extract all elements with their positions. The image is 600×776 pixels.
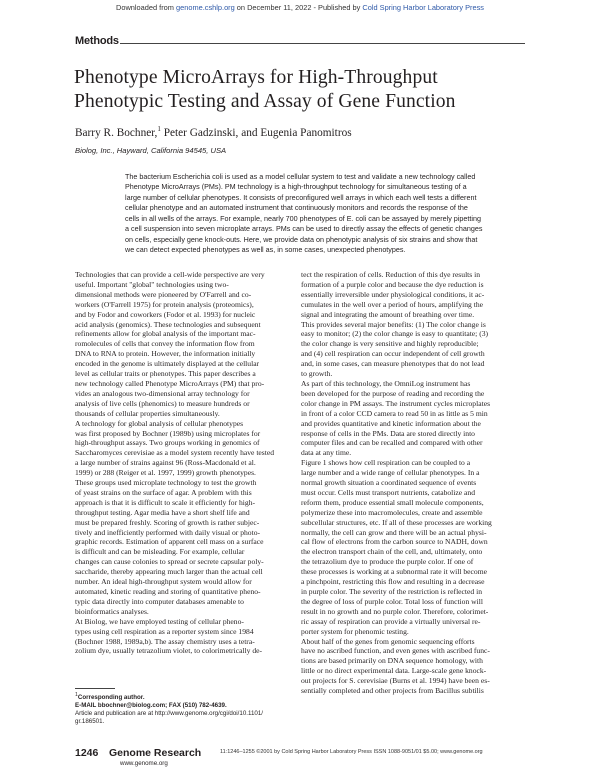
- body-text-line: was first proposed by Bochner (1989b) using microplates for: [75, 428, 261, 438]
- download-middle: on December 11, 2022 - Published by: [234, 3, 363, 12]
- body-text-line: As part of this technology, the OmniLog instrument has: [301, 378, 471, 388]
- right-column: [301, 270, 529, 696]
- body-text-line: the degree of loss of purple color. Total loss of function will: [301, 596, 483, 606]
- body-text-line: reform them, produce essential small molecule components,: [301, 497, 484, 507]
- body-text-line: types using cell respiration as a reporter system since 1984: [75, 626, 254, 636]
- body-text-line: zolium dye, usually tetrazolium violet, to colorimetrically de-: [75, 646, 263, 656]
- author-footnote-mark: 1: [157, 125, 161, 133]
- body-text-line: approach is that it is difficult to scale it efficiently for high-: [75, 497, 256, 507]
- body-text-line: large number and a wide range of cellular phenotypes. In a: [301, 468, 480, 478]
- body-text-line: signal and integrating the amount of breathing over time.: [301, 309, 475, 319]
- body-text-line: a pinchpoint, restricting this flow and resulting in a decrease: [301, 577, 485, 587]
- body-text-line: graphic records. Estimation of apparent cell mass on a surface: [75, 537, 264, 547]
- body-text-line: tions are based primarily on DNA sequence homology, with: [301, 656, 483, 666]
- body-text-line: 1999) or 288 (Reiger et al. 1997, 1999) growth phenotypes.: [75, 468, 256, 478]
- body-text-line: the tetrazolium dye to produce the purple color. If one of: [301, 557, 474, 567]
- body-text-line: vides an analogous two-dimensional array technology for: [75, 388, 250, 398]
- body-text-line: these processes is working at a subnormal rate it will become: [301, 567, 487, 577]
- body-text-line: porter system for phenomic testing.: [301, 626, 409, 636]
- body-text-line: response of cells in the PMs. Data are stored directly into: [301, 428, 475, 438]
- body-text-line: level as cellular traits or phenotypes. This paper describes a: [75, 369, 256, 379]
- abstract-line: The bacterium Escherichia coli is used as a model cellular system to test and validate a new technology called: [125, 172, 476, 181]
- body-text-line: This provides several major benefits: (1) The color change is: [301, 319, 486, 329]
- journal-url[interactable]: www.genome.org: [120, 760, 168, 767]
- body-text-line: in front of a color CCD camera to read 50 in as little as 5 min: [301, 408, 488, 418]
- body-text-line: is difficult and can be misleading. For example, cellular: [75, 547, 245, 557]
- article-title: [74, 66, 544, 114]
- body-text-line: About half of the genes from genomic sequencing efforts: [301, 636, 475, 646]
- body-text-line: sentially completed and other projects from Bacillus subtilis: [301, 686, 484, 696]
- body-text-line: and (4) cell respiration can occur independent of cell growth: [301, 349, 485, 359]
- body-text-line: workers (O'Farrell 1975) for protein analysis (proteomics),: [75, 299, 254, 309]
- abstract-line: Phenotype MicroArrays (PMs). PM technology is a high-throughput technology for simultaneous testing of a: [125, 182, 467, 192]
- body-text-line: high-throughput assays. Two groups working in genomics of: [75, 438, 260, 448]
- body-text-line: been developed for the purpose of reading and recording the: [301, 388, 485, 398]
- body-text-line: normally, the cell can grow and there will be an actual physi-: [301, 527, 487, 537]
- publisher-link[interactable]: Cold Spring Harbor Laboratory Press: [362, 3, 484, 12]
- body-text-line: and, in some cases, can measure phenotypes that do not lead: [301, 359, 485, 369]
- footnote-article-line[interactable]: Article and publication are at http://www.genome.org/cgi/doi/10.1101/: [75, 710, 264, 718]
- body-text-line: must occur. Cells must transport nutrients, catabolize and: [301, 487, 475, 497]
- download-prefix: Downloaded from: [116, 3, 176, 12]
- body-text-line: essentially irreversible under physiological conditions, it ac-: [301, 289, 485, 299]
- body-text-line: in purple color. The severity of the restriction is reflected in: [301, 587, 482, 596]
- left-column: [75, 270, 303, 656]
- body-text-line: cal flow of electrons from the carbon source to NADH, down: [301, 537, 488, 547]
- body-text-line: changes can cause colonies to spread or secrete capsular poly-: [75, 557, 264, 567]
- body-text-line: dimensional methods were pioneered by O'Farrell and co-: [75, 289, 252, 299]
- body-text-line: out projects for S. cerevisiae (Burns et al. 1994) have been es-: [301, 676, 490, 686]
- footnote: [75, 691, 263, 726]
- footnote-article-line: gr.186501.: [75, 718, 105, 726]
- body-text-line: the color change is very sensitive and highly reproducible;: [301, 339, 479, 349]
- body-text-line: have no ascribed function, and even genes with ascribed func-: [301, 646, 490, 656]
- title-line: Phenotypic Testing and Assay of Gene Function: [74, 91, 456, 112]
- abstract-line: a cell suspension into seven microplate arrays. PMs can be used to directly assay the effects of genetic changes: [125, 224, 483, 234]
- body-text-line: new technology called Phenotype MicroArrays (PM) that pro-: [75, 378, 265, 388]
- body-text-line: throughput testing. Agar media have a short shelf life and: [75, 507, 250, 517]
- body-text-line: typic data directly into computer databases amenable to: [75, 596, 244, 606]
- body-text-line: bioinformatics analyses.: [75, 606, 149, 616]
- abstract-line: large number of cellular phenotypes. It consists of preconfigured well arrays in which each well tests a different: [125, 192, 477, 202]
- section-rule: [120, 43, 525, 44]
- title-line: Phenotype MicroArrays for High-Throughput: [74, 67, 438, 88]
- page-number: 1246: [75, 747, 99, 759]
- body-text-line: cumulates in the well over a period of hours, amplifying the: [301, 299, 483, 309]
- affiliation: Biolog, Inc., Hayward, California 94545, USA: [75, 146, 227, 155]
- body-text-line: Figure 1 shows how cell respiration can be coupled to a: [301, 458, 471, 468]
- body-text-line: These groups used microplate technology to test the growth: [75, 478, 257, 488]
- body-text-line: tect the respiration of cells. Reduction of this dye results in: [301, 270, 481, 279]
- abstract: [125, 172, 535, 256]
- body-text-line: (Bochner 1988, 1989a,b). The assay chemistry uses a tetra-: [75, 636, 255, 646]
- download-banner: [0, 3, 600, 12]
- body-text-line: useful. Important "global" technologies using two-: [75, 279, 229, 289]
- body-text-line: result in no growth and no purple color. Therefore, colorimet-: [301, 606, 489, 616]
- body-text-line: of yeast strains on the surface of agar. A problem with this: [75, 487, 252, 497]
- body-text-line: computer files and can be recalled and compared with other: [301, 438, 483, 448]
- body-text-line: the electron transport chain of the cell, and, ultimately, onto: [301, 547, 483, 557]
- body-text-line: normal growth situation a coordinated sequence of events: [301, 478, 477, 488]
- abstract-line: cellular phenotype and an automated instrument that continuously monitors and records the response of the: [125, 203, 468, 213]
- body-text-line: to growth.: [301, 369, 333, 379]
- body-text-line: tively and inefficiently performed with daily visual or photo-: [75, 527, 261, 537]
- body-text-line: and provides quantitative and kinetic information about the: [301, 418, 481, 428]
- footnote-heading: Corresponding author.: [77, 694, 145, 702]
- body-text-line: encoded in the genome is ultimately displayed at the cellular: [75, 359, 260, 369]
- body-text-line: DNA to RNA to protein. However, the information initially: [75, 349, 256, 359]
- body-text-line: Technologies that can provide a cell-wide perspective are very: [75, 270, 265, 279]
- body-text-line: and by Fodor and coworkers (Fodor et al. 1993) for nucleic: [75, 309, 256, 319]
- body-text-line: must be prepared freshly. Scoring of growth is rather subjec-: [75, 517, 260, 527]
- body-text-line: a large number of strains against 96 (Ross-Macdonald et al.: [75, 458, 256, 468]
- body-text-line: automated, kinetic reading and storing of quantitative pheno-: [75, 587, 261, 596]
- author-rest: Peter Gadzinski, and Eugenia Panomitros: [160, 126, 352, 139]
- body-text-line: data at any time.: [301, 448, 352, 458]
- body-text-line: thousands of cellular properties simultaneously.: [75, 408, 220, 418]
- abstract-line: on cells, especially gene knock-outs. Here, we provide data on phenotypic analysis of six strains and show that: [125, 234, 478, 244]
- download-site-link[interactable]: genome.cshlp.org: [176, 3, 235, 12]
- body-text-line: analysis of live cells (phenomics) to measure hundreds or: [75, 398, 250, 408]
- body-text-line: formation of a purple color and because the dye reduction is: [301, 279, 484, 289]
- body-text-line: number. An ideal high-throughput system would allow for: [75, 577, 252, 587]
- abstract-line: we can detect expected phenotypes as well as, in some cases, unexpected phenotypes.: [125, 245, 406, 255]
- body-text-line: saccharide, thereby appearing much larger than the actual cell: [75, 567, 263, 577]
- body-text-line: refinements allow for global analysis of the important mac-: [75, 329, 256, 339]
- author-list: [75, 125, 352, 139]
- abstract-line: cells in all wells of the arrays. For example, nearly 700 phenotypes of E. coli can be assayed by merely pipetting: [125, 213, 481, 223]
- body-text-line: A technology for global analysis of cellular phenotypes: [75, 418, 244, 428]
- body-text-line: color change in PM assays. The instrument cycles microplates: [301, 398, 491, 408]
- body-text-line: subcellular structures, etc. If all of these processes are working: [301, 517, 492, 527]
- journal-name: Genome Research: [109, 747, 202, 759]
- body-text-line: Saccharomyces cerevisiae as a model system recently have tested: [75, 448, 275, 458]
- body-text-line: romolecules of cells that convey the information flow from: [75, 339, 255, 349]
- footnote-email[interactable]: E-MAIL bbochner@biolog.com; FAX (510) 782-4639.: [75, 702, 227, 710]
- body-text-line: At Biolog, we have employed testing of cellular pheno-: [75, 616, 244, 626]
- body-text-line: polymerize these into macromolecules, create and assemble: [301, 507, 483, 517]
- body-text-line: acid analysis (genomics). These technologies and subsequent: [75, 319, 261, 329]
- body-text-line: ric assay of respiration can provide a virtually universal re-: [301, 616, 481, 626]
- copyright-line: 11:1246–1255 ©2001 by Cold Spring Harbor Laboratory Press ISSN 1088-9051/01 $5.00; www.genome.org: [220, 749, 483, 755]
- author-first: Barry R. Bochner,: [75, 126, 158, 139]
- body-text-line: easy to monitor; (2) the color change is easy to quantitate; (3): [301, 329, 489, 339]
- footnote-rule: [75, 688, 115, 689]
- footnote-mark: 1: [75, 692, 78, 698]
- section-label: Methods: [75, 35, 119, 47]
- body-text-line: little or no direct experimental data. Large-scale gene knock-: [301, 666, 487, 676]
